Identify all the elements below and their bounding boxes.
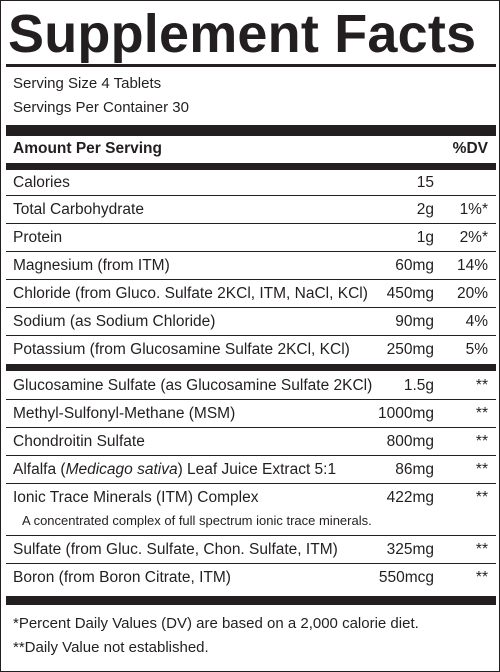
dv-header-label: %DV xyxy=(452,140,488,157)
row-divider xyxy=(6,195,496,196)
nutrient-dv: ** xyxy=(475,569,488,586)
nutrient-name: Glucosamine Sulfate (as Glucosamine Sulfate 2KCl) xyxy=(13,377,373,394)
row-divider xyxy=(6,279,496,280)
nutrient-dv: ** xyxy=(475,433,488,450)
nutrient-name: Chondroitin Sulfate xyxy=(13,433,145,450)
nutrient-row xyxy=(0,460,500,480)
nutrient-amount: 60mg xyxy=(395,257,434,274)
nutrient-name xyxy=(13,460,336,480)
row-divider xyxy=(6,335,496,336)
nutrient-name: Protein xyxy=(13,229,63,246)
nutrient-row xyxy=(0,312,500,332)
nutrient-amount: 15 xyxy=(416,174,434,191)
name-suffix: ) Leaf Juice Extract 5:1 xyxy=(177,461,337,478)
nutrient-amount: 250mg xyxy=(386,341,434,358)
nutrient-row xyxy=(0,200,500,220)
nutrient-row xyxy=(0,256,500,276)
nutrient-amount: 90mg xyxy=(395,313,434,330)
nutrient-row xyxy=(0,540,500,560)
nutrient-dv: 14% xyxy=(456,257,488,274)
itm-description: A concentrated complex of full spectrum ionic trace minerals. xyxy=(22,513,372,528)
botanical-name: Medicago sativa xyxy=(65,461,178,478)
header-row xyxy=(0,139,500,159)
nutrient-row xyxy=(0,376,500,396)
nutrient-name: Chloride (from Gluco. Sulfate 2KCl, ITM, NaCl, KCl) xyxy=(13,285,368,302)
section-rule xyxy=(6,364,496,371)
nutrient-name: Potassium (from Glucosamine Sulfate 2KCl, KCl) xyxy=(13,341,350,358)
nutrient-name: Total Carbohydrate xyxy=(13,201,144,218)
nutrient-dv: ** xyxy=(475,489,488,506)
nutrient-row xyxy=(0,488,500,508)
nutrient-name: Calories xyxy=(13,174,70,191)
nutrient-dv: ** xyxy=(475,541,488,558)
row-divider xyxy=(6,455,496,456)
nutrient-amount: 1.5g xyxy=(403,377,434,394)
footnote-not-established: **Daily Value not established. xyxy=(13,639,209,656)
nutrient-name: Ionic Trace Minerals (ITM) Complex xyxy=(13,489,259,506)
row-divider xyxy=(6,535,496,536)
row-divider xyxy=(6,307,496,308)
nutrient-row xyxy=(0,228,500,248)
nutrient-row xyxy=(0,568,500,588)
nutrient-name: Magnesium (from ITM) xyxy=(13,257,170,274)
nutrient-amount: 450mg xyxy=(386,285,434,302)
row-divider xyxy=(6,251,496,252)
panel-title: Supplement Facts xyxy=(8,4,477,64)
nutrient-row xyxy=(0,404,500,424)
nutrient-name: Methyl-Sulfonyl-Methane (MSM) xyxy=(13,405,236,422)
nutrient-dv: 4% xyxy=(465,313,488,330)
row-divider xyxy=(6,399,496,400)
nutrient-name: Sulfate (from Gluc. Sulfate, Chon. Sulfate, ITM) xyxy=(13,541,338,558)
nutrient-amount: 325mg xyxy=(386,541,434,558)
nutrient-row xyxy=(0,340,500,360)
nutrient-dv: 2%* xyxy=(459,229,488,246)
name-prefix: Alfalfa ( xyxy=(13,461,66,478)
footnote-dv: *Percent Daily Values (DV) are based on a 2,000 calorie diet. xyxy=(13,615,419,632)
nutrient-name: Sodium (as Sodium Chloride) xyxy=(13,313,216,330)
row-divider xyxy=(6,483,496,484)
nutrient-amount: 422mg xyxy=(386,489,434,506)
row-divider xyxy=(6,427,496,428)
nutrient-row xyxy=(0,284,500,304)
nutrient-amount: 1g xyxy=(416,229,434,246)
nutrient-dv: ** xyxy=(475,377,488,394)
thick-rule-top xyxy=(6,125,496,136)
nutrient-dv: 20% xyxy=(456,285,488,302)
nutrient-row xyxy=(0,432,500,452)
header-rule xyxy=(6,163,496,170)
nutrient-dv: 5% xyxy=(465,341,488,358)
nutrient-amount: 550mcg xyxy=(378,569,434,586)
row-divider xyxy=(6,563,496,564)
servings-per-container: Servings Per Container 30 xyxy=(13,99,189,116)
nutrient-row xyxy=(0,173,500,193)
nutrient-amount: 1000mg xyxy=(377,405,434,422)
nutrient-amount: 86mg xyxy=(395,461,434,478)
nutrient-dv: 1%* xyxy=(459,201,488,218)
serving-size: Serving Size 4 Tablets xyxy=(13,75,162,92)
thick-rule-bottom xyxy=(6,596,496,605)
amount-per-serving-label: Amount Per Serving xyxy=(13,140,162,157)
nutrient-amount: 800mg xyxy=(386,433,434,450)
row-divider xyxy=(6,223,496,224)
title-rule xyxy=(6,64,496,67)
nutrient-dv: ** xyxy=(475,405,488,422)
nutrient-amount: 2g xyxy=(416,201,434,218)
nutrient-dv: ** xyxy=(475,461,488,478)
nutrient-name: Boron (from Boron Citrate, ITM) xyxy=(13,569,231,586)
